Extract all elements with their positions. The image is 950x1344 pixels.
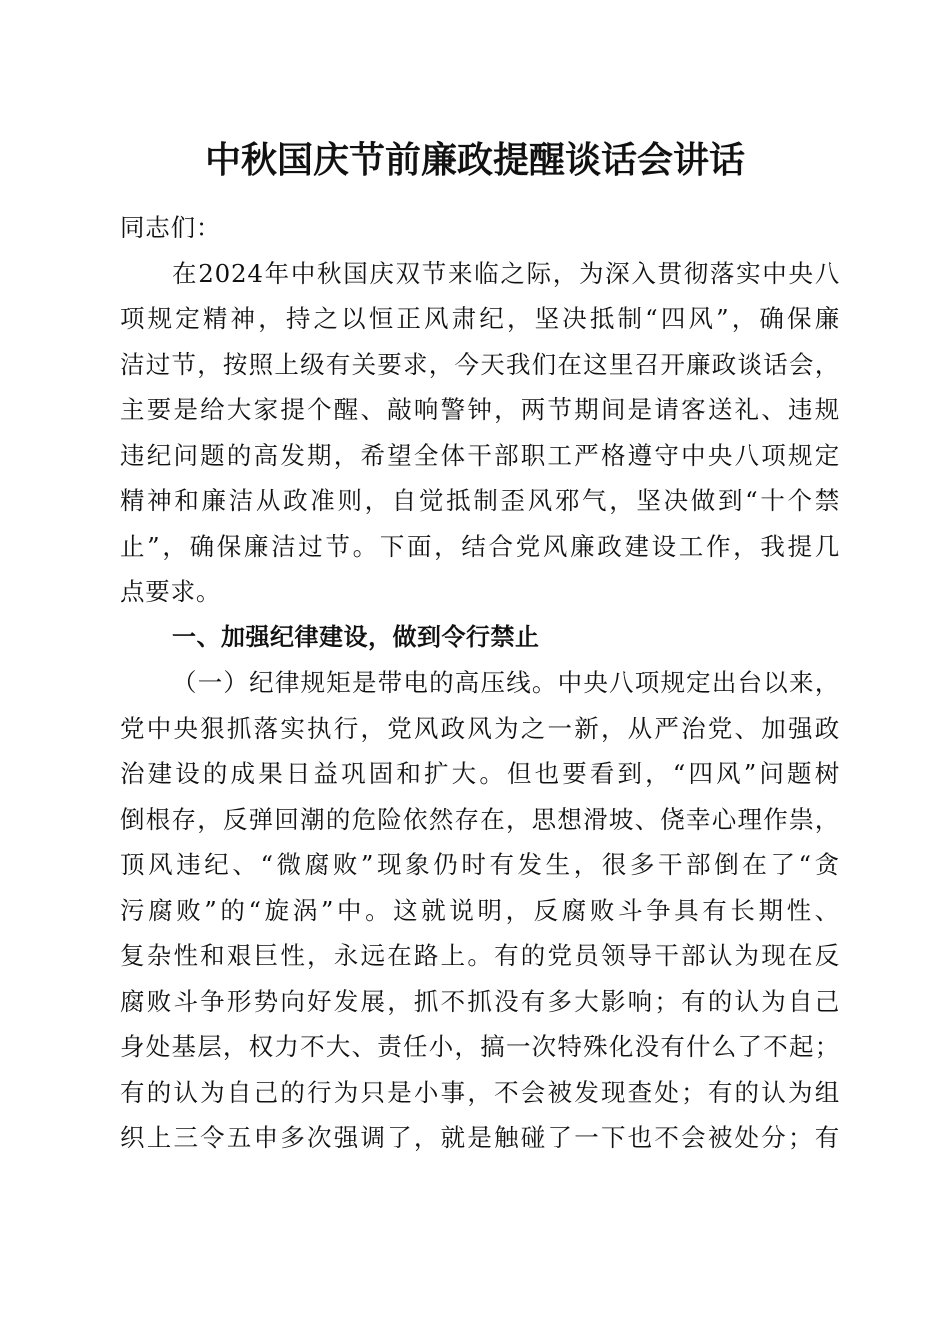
paragraph-line: 项规定精神，持之以恒正风肃纪，坚决抵制“四风”，确保廉 — [120, 304, 840, 333]
paragraph-line: 洁过节，按照上级有关要求，今天我们在这里召开廉政谈话会， — [120, 349, 840, 379]
paragraph-line: 止”，确保廉洁过节。下面，结合党风廉政建设工作，我提几 — [120, 531, 840, 561]
paragraph-line: 治建设的成果日益巩固和扩大。但也要看到，“四风”问题树 — [120, 759, 840, 788]
paragraph-line: 党中央狠抓落实执行，党风政风为之一新，从严治党、加强政 — [120, 713, 840, 743]
paragraph-line: 织上三令五申多次强调了，就是触碰了一下也不会被处分；有 — [120, 1123, 840, 1152]
paragraph-line: 倒根存，反弹回潮的危险依然存在，思想滑坡、侥幸心理作祟， — [120, 804, 840, 834]
document-title: 中秋国庆节前廉政提醒谈话会讲话 — [204, 139, 745, 181]
paragraph-line: 有的认为自己的行为只是小事，不会被发现查处；有的认为组 — [120, 1077, 840, 1107]
paragraph-line: 精神和廉洁从政准则，自觉抵制歪风邪气，坚决做到“十个禁 — [120, 486, 840, 515]
paragraph-line: 点要求。 — [120, 577, 222, 606]
salutation: 同志们： — [120, 213, 222, 242]
paragraph-line: 主要是给大家提个醒、敲响警钟，两节期间是请客送礼、违规 — [120, 395, 840, 424]
document-body — [120, 205, 840, 1161]
paragraph-line: 身处基层，权力不大、责任小，搞一次特殊化没有什么了不起； — [120, 1032, 840, 1061]
paragraph-line: 顶风违纪、“微腐败”现象仍时有发生，很多干部倒在了“贪 — [120, 850, 840, 879]
paragraph-line: 腐败斗争形势向好发展，抓不抓没有多大影响；有的认为自己 — [120, 986, 840, 1016]
paragraph-line: 违纪问题的高发期，希望全体干部职工严格遵守中央八项规定 — [120, 440, 840, 470]
paragraph-line: （一）纪律规矩是带电的高压线。中央八项规定出台以来， — [172, 668, 840, 697]
section-heading: 一、加强纪律建设，做到令行禁止 — [172, 622, 540, 651]
paragraph-line: 污腐败”的“旋涡”中。这就说明，反腐败斗争具有长期性、 — [120, 895, 840, 925]
paragraph-line: 复杂性和艰巨性，永远在路上。有的党员领导干部认为现在反 — [120, 941, 840, 970]
paragraph-line: 在2024年中秋国庆双节来临之际，为深入贯彻落实中央八 — [172, 258, 840, 288]
